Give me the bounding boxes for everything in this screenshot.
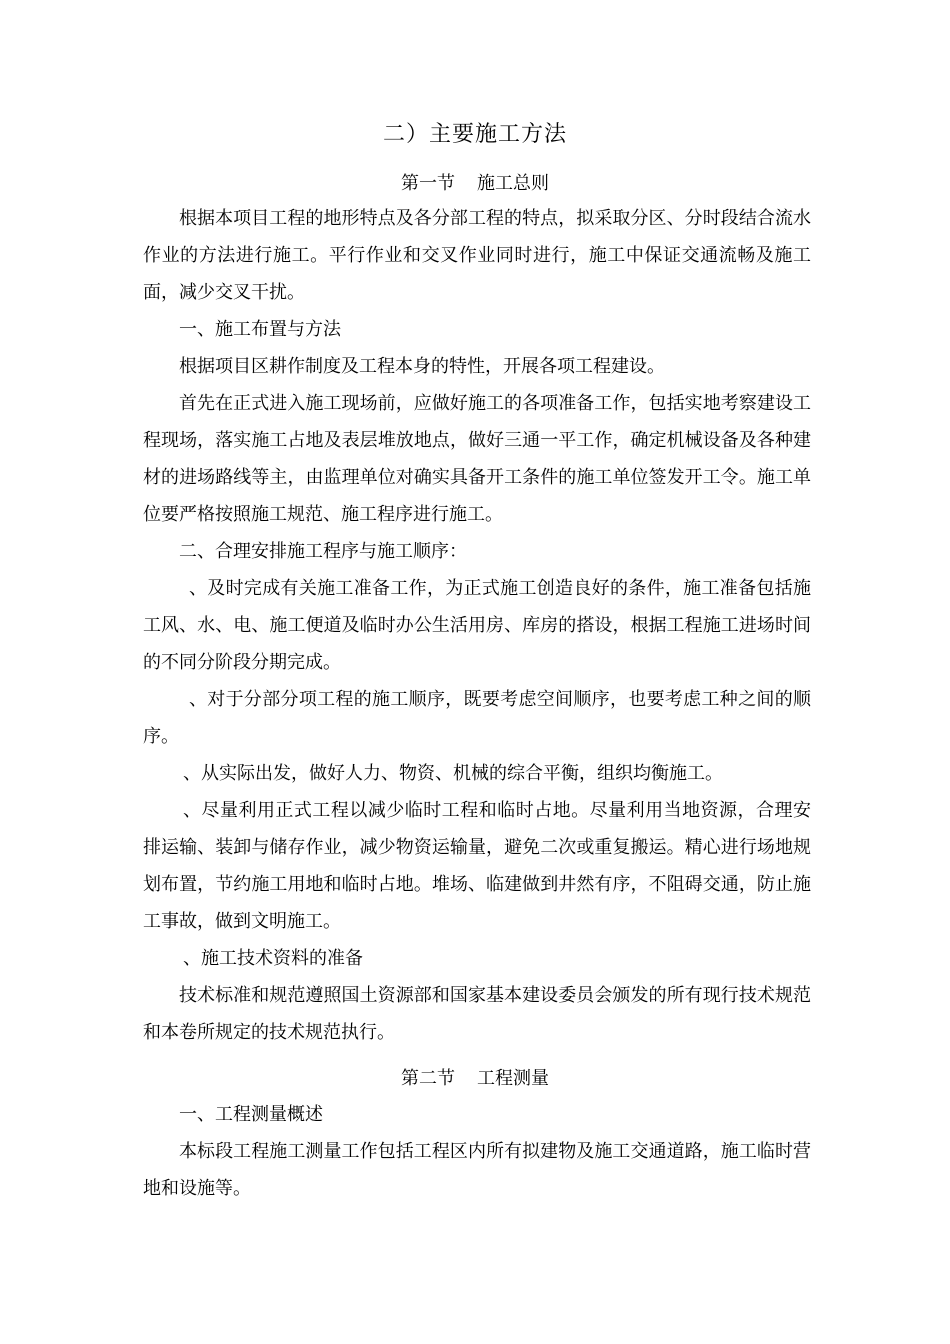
list-item-4: 、尽量利用正式工程以减少临时工程和临时占地。尽量利用当地资源，合理安排运输、装卸与储存作业，减少物资运输量，避免二次或重复搬运。精心进行场地规划布置，节约施工用地和临时占地。堆场、临建做到井然有序，不阻碍交通，防止施工事故，做到文明施工。 xyxy=(143,800,811,932)
list-item-5: 、施工技术资料的准备 xyxy=(183,948,363,969)
section-1-name: 施工总则 xyxy=(477,173,549,194)
paragraph-general: 根据本项目工程的地形特点及各分部工程的特点，拟采取分区、分时段结合流水作业的方法进行施工。平行作业和交叉作业同时进行，施工中保证交通流畅及施工面，减少交叉干扰。 xyxy=(143,208,811,303)
heading-arrange-sequence: 二、合理安排施工程序与施工顺序： xyxy=(179,541,467,562)
list-item-1: 、及时完成有关施工准备工作，为正式施工创造良好的条件，施工准备包括施工风、水、电、施工便道及临时办公生活用房、库房的搭设，根据工程施工进场时间的不同分阶段分期完成。 xyxy=(143,578,811,673)
section-1-number: 第一节 xyxy=(401,173,455,194)
heading-survey-overview: 一、工程测量概述 xyxy=(179,1104,323,1125)
paragraph-preparation: 首先在正式进入施工现场前，应做好施工的各项准备工作，包括实地考察建设工程现场，落实施工占地及表层堆放地点，做好三通一平工作，确定机械设备及各种建材的进场路线等主，由监理单位对确实具备开工条件的施工单位签发开工令。施工单位要严格按照施工规范、施工程序进行施工。 xyxy=(143,393,811,525)
section-heading-2 xyxy=(0,1066,950,1092)
paragraph-technical-standards: 技术标准和规范遵照国土资源部和国家基本建设委员会颁发的所有现行技术规范和本卷所规定的技术规范执行。 xyxy=(143,985,811,1043)
list-item-2: 、对于分部分项工程的施工顺序，既要考虑空间顺序，也要考虑工种之间的顺序。 xyxy=(143,689,811,747)
document-title: 二）主要施工方法 xyxy=(382,122,567,147)
list-item-3: 、从实际出发，做好人力、物资、机械的综合平衡，组织均衡施工。 xyxy=(183,763,723,784)
section-2-number: 第二节 xyxy=(401,1068,455,1089)
section-heading-1 xyxy=(0,171,950,197)
section-2-name: 工程测量 xyxy=(477,1068,549,1089)
paragraph-survey-scope: 本标段工程施工测量工作包括工程区内所有拟建物及施工交通道路，施工临时营地和设施等。 xyxy=(143,1141,811,1199)
paragraph-project-features: 根据项目区耕作制度及工程本身的特性，开展各项工程建设。 xyxy=(179,356,665,377)
heading-layout-method: 一、施工布置与方法 xyxy=(179,319,341,340)
